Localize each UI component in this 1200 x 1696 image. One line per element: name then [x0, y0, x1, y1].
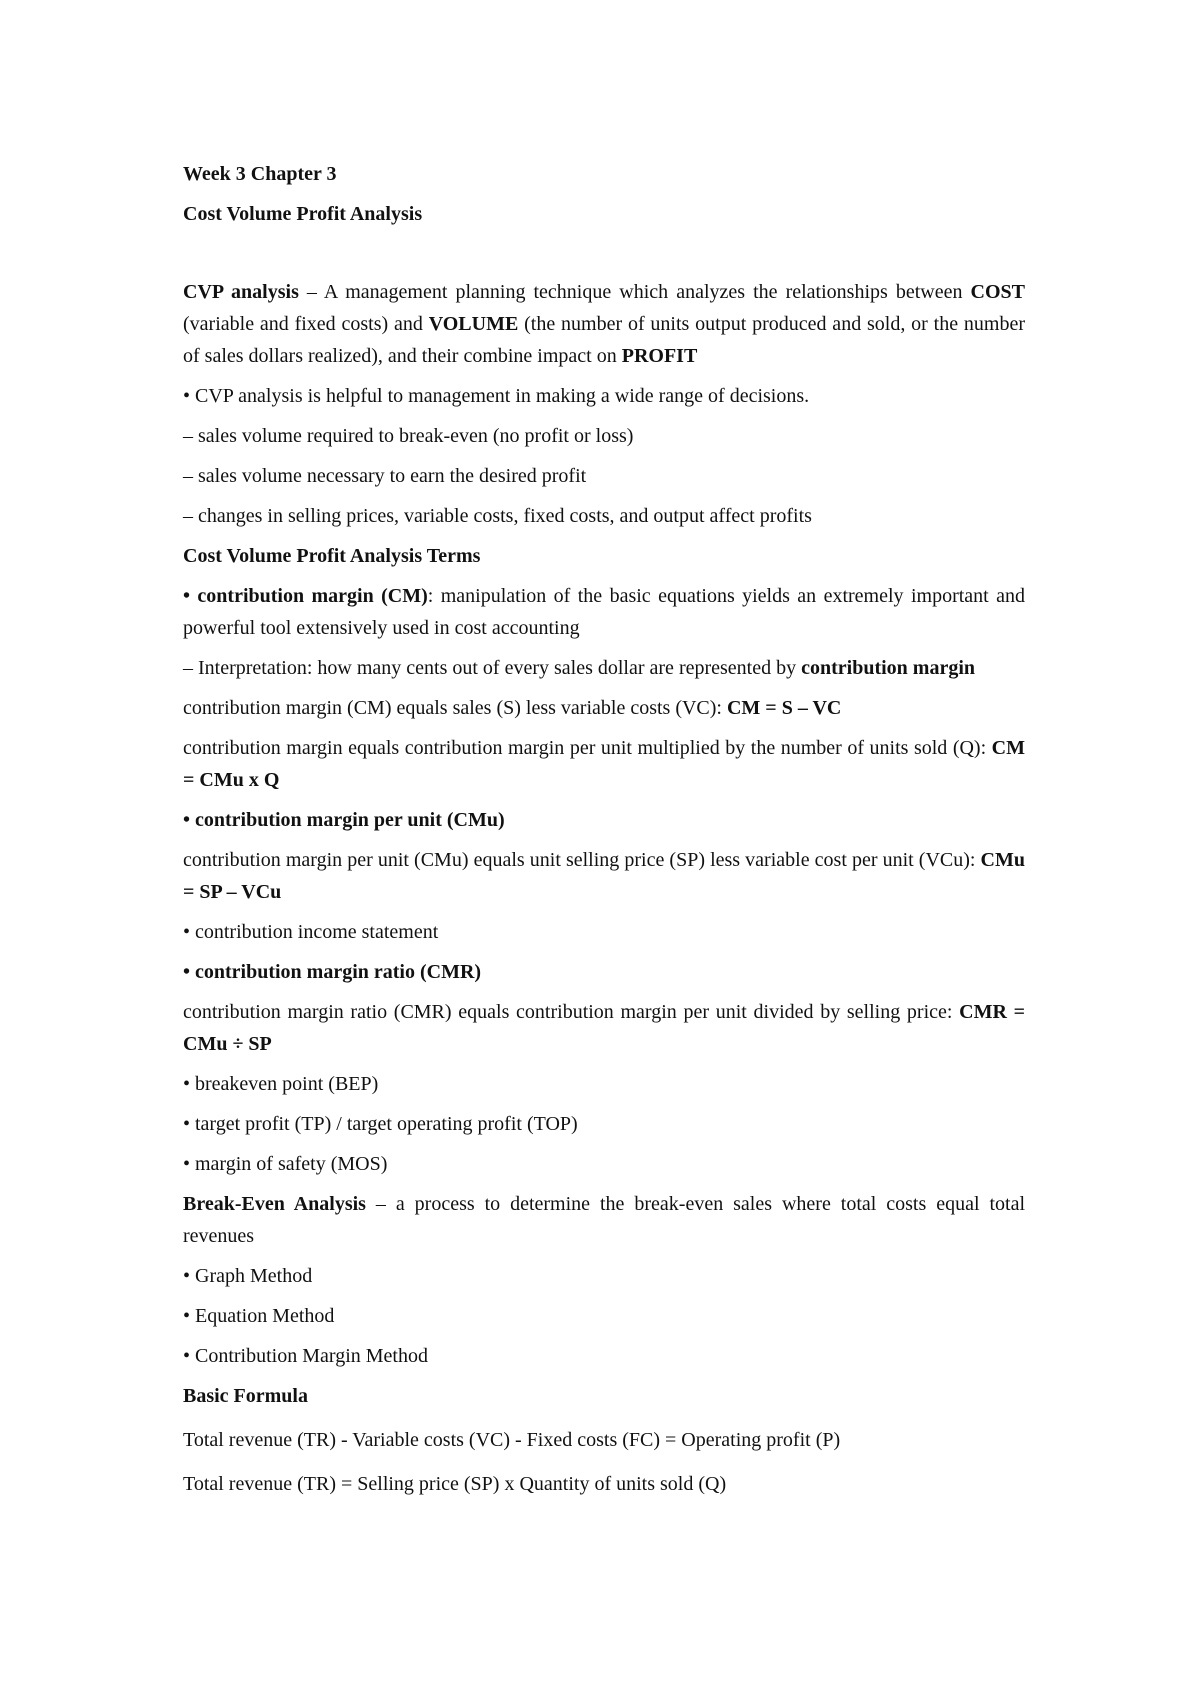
method-item: • Graph Method	[183, 1265, 313, 1287]
method-item: • Contribution Margin Method	[183, 1345, 428, 1367]
cvp-definition	[183, 276, 1025, 372]
cvp-volume-keyword: VOLUME	[428, 313, 519, 335]
formula-line: Total revenue (TR) = Selling price (SP) x Quantity of units sold (Q)	[183, 1473, 727, 1495]
cvp-point: – sales volume required to break-even (no profit or loss)	[183, 425, 634, 447]
cvp-term: CVP analysis	[183, 281, 299, 303]
cm-equation-1-text: contribution margin (CM) equals sales (S) less variable costs (VC):	[183, 697, 727, 719]
cvp-point: – sales volume necessary to earn the desired profit	[183, 465, 587, 487]
cm-equation-2	[183, 732, 1025, 796]
formula-heading	[183, 1380, 1025, 1412]
income-statement-item: • contribution income statement	[183, 921, 439, 943]
terms-heading-text: Cost Volume Profit Analysis Terms	[183, 545, 481, 567]
cm-equation-1-formula: CM = S – VC	[726, 697, 842, 719]
cvp-cost-keyword: COST	[970, 281, 1025, 303]
cmu-heading-text: • contribution margin per unit (CMu)	[183, 809, 505, 831]
break-even-term: Break-Even Analysis	[183, 1193, 366, 1215]
cvp-point: • CVP analysis is helpful to management in making a wide range of decisions.	[183, 385, 810, 407]
topic-title	[183, 198, 1025, 230]
term-item: • breakeven point (BEP)	[183, 1073, 379, 1095]
formula-heading-text: Basic Formula	[183, 1385, 308, 1407]
week-title-text: Week 3 Chapter 3	[183, 163, 337, 185]
cvp-def-part-3: (the number of units output produced and sold, or the number of sales dollars realized), and their combine impact on	[183, 313, 1025, 367]
interpretation-keyword: contribution margin	[801, 657, 976, 679]
cmr-heading-text: • contribution margin ratio (CMR)	[183, 961, 482, 983]
cmr-heading	[183, 956, 1025, 988]
break-even-definition	[183, 1188, 1025, 1252]
term-item: • margin of safety (MOS)	[183, 1153, 388, 1175]
cvp-def-part-2: (variable and fixed costs) and	[183, 313, 429, 335]
break-even-description: – a process to determine the break-even sales where total costs equal total revenues	[183, 1193, 1026, 1247]
cvp-def-part-1: – A management planning technique which analyzes the relationships between	[298, 281, 971, 303]
cmu-equation	[183, 844, 1025, 908]
interpretation-text: – Interpretation: how many cents out of every sales dollar are represented by	[183, 657, 802, 679]
cmu-equation-formula: CMu = SP – VCu	[183, 849, 1025, 903]
cmr-equation	[183, 996, 1025, 1060]
cmr-equation-formula: CMR = CMu ÷ SP	[183, 1001, 1025, 1055]
document-body	[183, 158, 1025, 1500]
cm-description: : manipulation of the basic equations yields an extremely important and powerful tool extensively used in cost accounting	[183, 585, 1025, 639]
term-item: • target profit (TP) / target operating profit (TOP)	[183, 1113, 578, 1135]
method-item: • Equation Method	[183, 1305, 335, 1327]
cvp-point: – changes in selling prices, variable costs, fixed costs, and output affect profits	[183, 505, 812, 527]
cmu-heading	[183, 804, 1025, 836]
terms-heading	[183, 540, 1025, 572]
cm-equation-2-formula: CM = CMu x Q	[183, 737, 1025, 791]
cm-interpretation	[183, 652, 1025, 684]
cm-label: • contribution margin (CM)	[183, 585, 428, 607]
cm-equation-2-text: contribution margin equals contribution margin per unit multiplied by the number of units sold (Q):	[183, 737, 992, 759]
cm-definition	[183, 580, 1025, 644]
cm-equation-1	[183, 692, 1025, 724]
topic-title-text: Cost Volume Profit Analysis	[183, 203, 423, 225]
cmr-equation-text: contribution margin ratio (CMR) equals contribution margin per unit divided by selling price:	[183, 1001, 960, 1023]
formula-line: Total revenue (TR) - Variable costs (VC) - Fixed costs (FC) = Operating profit (P)	[183, 1429, 841, 1451]
cmu-equation-text: contribution margin per unit (CMu) equals unit selling price (SP) less variable cost per unit (VCu):	[183, 849, 981, 871]
week-title	[183, 158, 1025, 190]
formula-list	[183, 1424, 1025, 1500]
cvp-profit-keyword: PROFIT	[621, 345, 698, 367]
